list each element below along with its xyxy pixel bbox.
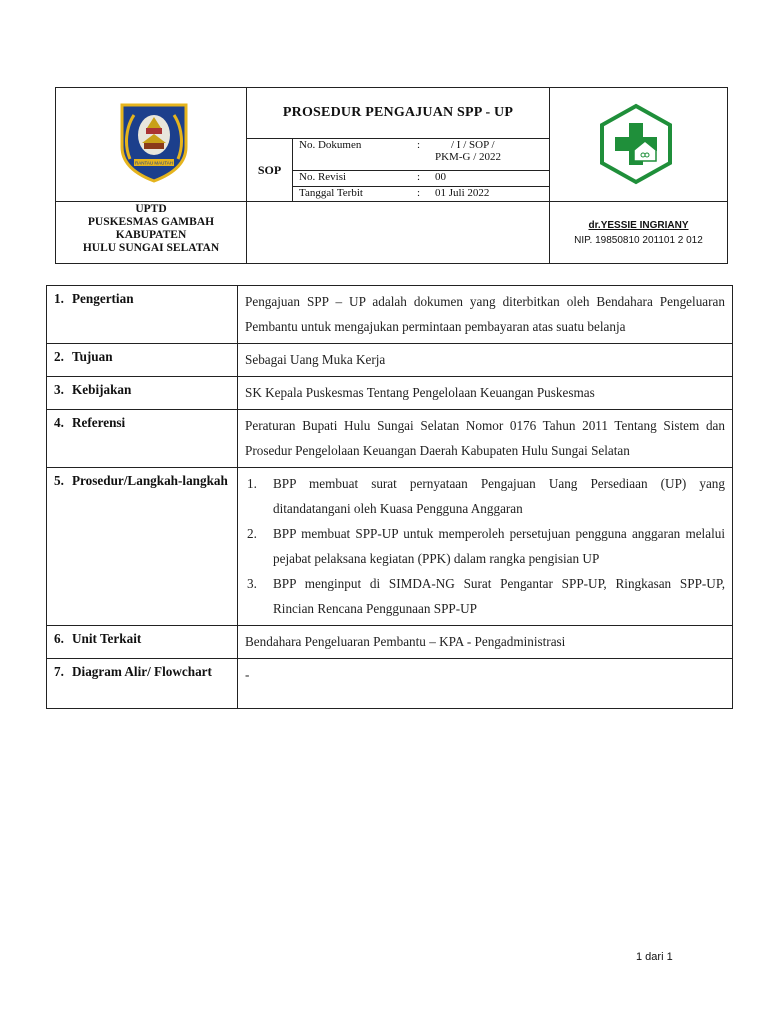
section-row-diagram	[47, 659, 733, 709]
meta-value: 01 Juli 2022	[435, 187, 490, 199]
meta-value-line2: PKM-G / 2022	[435, 151, 502, 163]
section-label	[47, 377, 238, 410]
hulu-sungai-selatan-emblem-icon	[114, 101, 194, 183]
section-number: 4.	[54, 415, 64, 430]
section-label	[47, 659, 238, 709]
section-row-unit-terkait	[47, 626, 733, 659]
section-title: Diagram Alir/ Flowchart	[72, 664, 212, 679]
section-text: -	[238, 659, 733, 709]
step-number: 3.	[247, 576, 257, 591]
empty-cell	[247, 202, 550, 264]
page-number: 1 dari 1	[636, 951, 673, 963]
emblem-banner-text: RANTAU MAUTAH	[134, 160, 174, 166]
section-row-tujuan	[47, 344, 733, 377]
section-text: Peraturan Bupati Hulu Sungai Selatan Nomor 0176 Tahun 2011 Tentang Sistem dan Prosedur Pengelolaan Keuangan Daerah Kabupaten Hulu Sungai Selatan	[238, 410, 733, 468]
steps-list	[245, 471, 725, 621]
step-text: BPP menginput di SIMDA-NG Surat Pengantar SPP-UP, Ringkasan SPP-UP, Rincian Rencana Penggunaan SPP-UP	[273, 576, 725, 616]
section-label	[47, 344, 238, 377]
section-number: 1.	[54, 291, 64, 306]
section-number: 3.	[54, 382, 64, 397]
puskesmas-logo-icon	[598, 103, 674, 185]
meta-colon: :	[417, 139, 421, 151]
step-number: 1.	[247, 476, 257, 491]
meta-key: No. Revisi	[299, 171, 347, 183]
section-title: Unit Terkait	[72, 631, 142, 646]
section-label	[47, 468, 238, 626]
document-title: PROSEDUR PENGAJUAN SPP - UP	[247, 88, 550, 139]
section-row-prosedur	[47, 468, 733, 626]
signer-name: dr.YESSIE INGRIANY	[588, 219, 689, 231]
section-title: Prosedur/Langkah-langkah	[72, 473, 228, 488]
list-item	[245, 471, 725, 521]
meta-value-group	[435, 139, 549, 170]
org-line: UPTD	[135, 203, 167, 215]
signer-nip: NIP. 19850810 201101 2 012	[574, 234, 703, 246]
list-item	[245, 521, 725, 571]
section-row-kebijakan	[47, 377, 733, 410]
regency-logo-cell	[56, 88, 247, 202]
section-label	[47, 626, 238, 659]
meta-value: / I / SOP /	[451, 139, 495, 151]
meta-value: 00	[435, 171, 446, 183]
meta-row-dokumen	[293, 139, 549, 171]
meta-colon: :	[417, 187, 421, 199]
list-item	[245, 571, 725, 621]
meta-key: Tanggal Terbit	[299, 187, 363, 199]
sop-label: SOP	[247, 139, 293, 202]
section-number: 5.	[54, 473, 64, 488]
section-title: Pengertian	[72, 291, 134, 306]
step-text: BPP membuat surat pernyataan Pengajuan Uang Persediaan (UP) yang ditandatangani oleh Kuasa Pengguna Anggaran	[273, 476, 725, 516]
meta-key: No. Dokumen	[299, 139, 362, 151]
procedure-steps	[238, 468, 733, 626]
section-number: 2.	[54, 349, 64, 364]
section-text: SK Kepala Puskesmas Tentang Pengelolaan Keuangan Puskesmas	[238, 377, 733, 410]
section-row-referensi	[47, 410, 733, 468]
step-text: BPP membuat SPP-UP untuk memperoleh persetujuan pengguna anggaran melalui pejabat pelaksana kegiatan (PPK) dalam rangka pengisian UP	[273, 526, 725, 566]
org-line: HULU SUNGAI SELATAN	[82, 242, 220, 254]
section-row-pengertian	[47, 286, 733, 344]
meta-row-revisi	[293, 171, 549, 187]
document-meta	[293, 139, 550, 202]
section-label	[47, 286, 238, 344]
section-text: Pengajuan SPP – UP adalah dokumen yang diterbitkan oleh Bendahara Pengeluaran Pembantu untuk mengajukan permintaan pembayaran atas suatu belanja	[238, 286, 733, 344]
org-line: PUSKESMAS GAMBAH	[87, 216, 215, 228]
section-text: Sebagai Uang Muka Kerja	[238, 344, 733, 377]
puskesmas-logo-cell	[550, 88, 728, 202]
section-title: Referensi	[72, 415, 126, 430]
sop-content-table	[46, 285, 733, 709]
meta-colon: :	[417, 171, 421, 183]
section-label	[47, 410, 238, 468]
section-text: Bendahara Pengeluaran Pembantu – KPA - Pengadministrasi	[238, 626, 733, 659]
step-number: 2.	[247, 526, 257, 541]
org-line: KABUPATEN	[115, 229, 187, 241]
signature-block	[550, 202, 728, 264]
meta-row-tanggal	[293, 187, 549, 201]
section-number: 7.	[54, 664, 64, 679]
section-title: Tujuan	[72, 349, 113, 364]
organization-name	[56, 202, 247, 264]
sop-header-table	[55, 87, 728, 264]
section-number: 6.	[54, 631, 64, 646]
section-title: Kebijakan	[72, 382, 132, 397]
